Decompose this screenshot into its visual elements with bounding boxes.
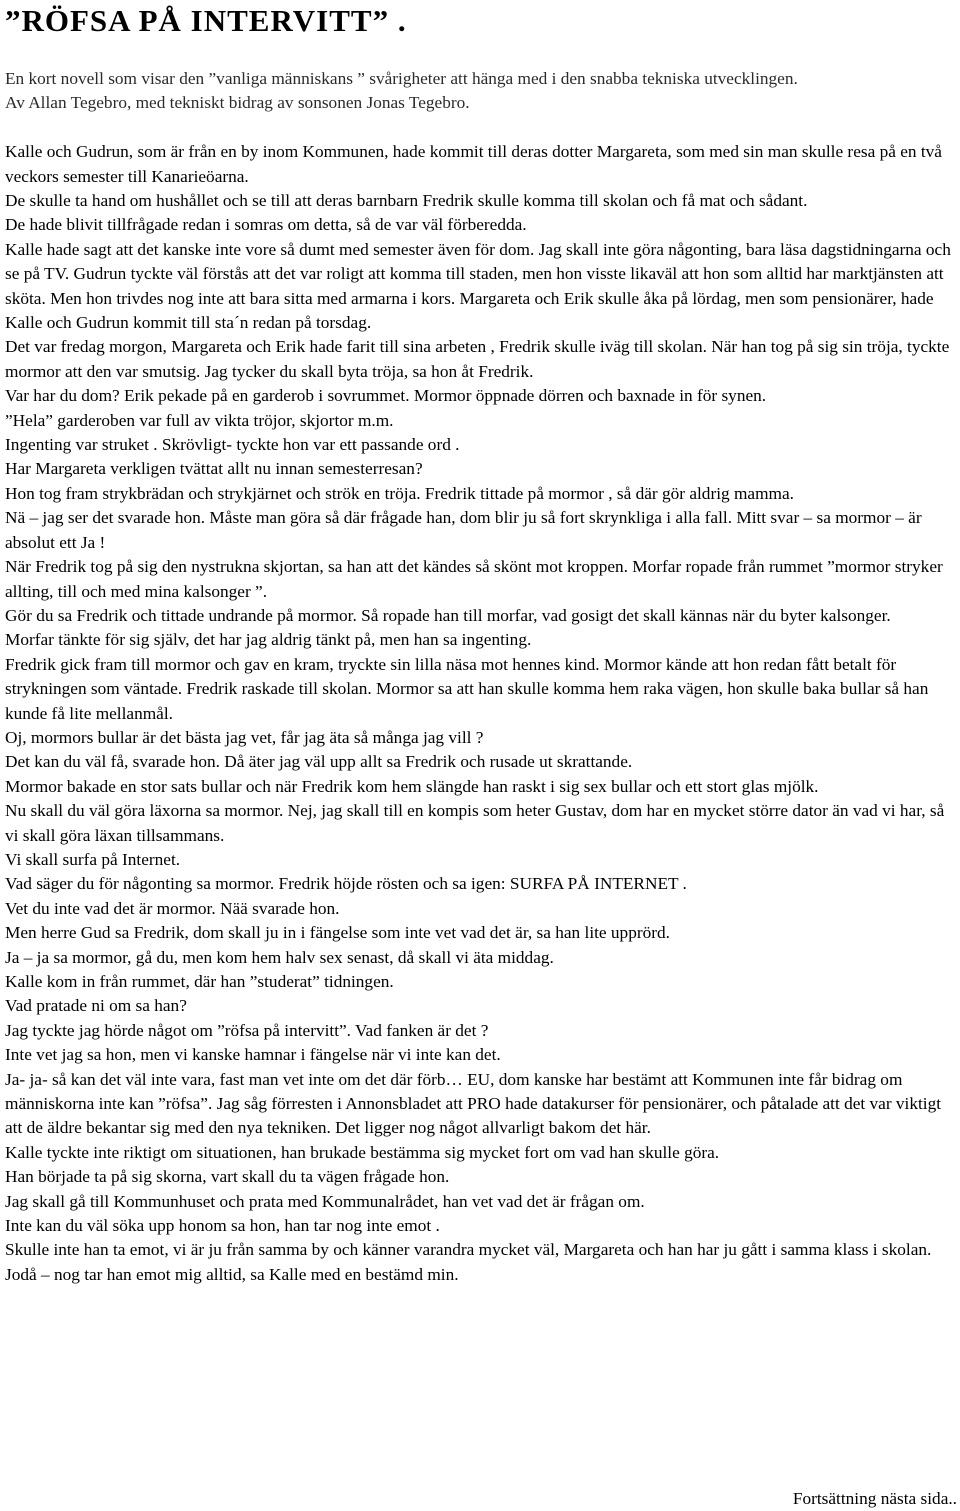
story-paragraph: Vi skall surfa på Internet.: [5, 849, 181, 869]
story-paragraph: Skulle inte han ta emot, vi är ju från samma by och känner varandra mycket väl, Margareta och han har ju gått i samma klass i skolan.: [5, 1240, 932, 1260]
story-paragraph: Kalle hade sagt att det kanske inte vore så dumt med semester även för dom. Jag skall inte göra någonting, bara läsa dagstidningarna och se på TV. Gudrun tyckte väl förstås att det var roligt att komma till staden, men hon visste likaväl att hon som alltid har marktjänsten att sköta. Men hon trivdes nog inte att bara sitta med armarna i kors. Margareta och Erik skulle åka på lördag, men som pensionärer, hade Kalle och Gudrun kommit till sta´n redan på torsdag.: [5, 239, 951, 333]
story-paragraph: Morfar tänkte för sig själv, det har jag aldrig tänkt på, men han sa ingenting.: [5, 630, 532, 650]
document-page: [5, 0, 957, 1287]
story-paragraph: Inte vet jag sa hon, men vi kanske hamnar i fängelse när vi inte kan det.: [5, 1045, 501, 1065]
continuation-note: Fortsättning nästa sida..: [792, 1489, 957, 1508]
story-paragraph: Inte kan du väl söka upp honom sa hon, han tar nog inte emot .: [5, 1216, 440, 1236]
story-paragraph: Kalle kom in från rummet, där han ”studerat” tidningen.: [5, 972, 394, 992]
story-paragraph: Ja- ja- så kan det väl inte vara, fast man vet inte om det där förb… EU, dom kanske har bestämt att Kommunen inte får bidrag om människorna inte kan ”röfsa”. Jag såg förresten i Annonsbladet att PRO hade datakurser för pensionärer, och påtalade att det var viktigt att de äldre bekantar sig med den nya tekniken. Det ligger nog något allvarligt bakom det här.: [5, 1069, 942, 1138]
story-paragraph: Jodå – nog tar han emot mig alltid, sa Kalle med en bestämd min.: [5, 1264, 459, 1284]
story-body: [5, 140, 957, 1287]
story-paragraph: Hon tog fram strykbrädan och strykjärnet och strök en tröja. Fredrik tittade på mormor , så där gör aldrig mamma.: [5, 483, 794, 503]
story-paragraph: De skulle ta hand om hushållet och se till att deras barnbarn Fredrik skulle komma till skolan och få mat och sådant.: [5, 191, 808, 211]
story-paragraph: Kalle och Gudrun, som är från en by inom Kommunen, hade kommit till deras dotter Margareta, som med sin man skulle resa på en två veckors semester till Kanarieöarna.: [5, 142, 942, 186]
intro-description: En kort novell som visar den ”vanliga människans ” svårigheter att hänga med i den snabba tekniska utvecklingen.: [5, 69, 798, 88]
story-paragraph: Var har du dom? Erik pekade på en garderob i sovrummet. Mormor öppnade dörren och baxnade in för synen.: [5, 386, 767, 406]
story-paragraph: Det kan du väl få, svarade hon. Då äter jag väl upp allt sa Fredrik och rusade ut skrattande.: [5, 752, 633, 772]
story-paragraph: Nä – jag ser det svarade hon. Måste man göra så där frågade han, dom blir ju så fort skrynkliga i alla fall. Mitt svar – sa mormor – är absolut ett Ja !: [5, 508, 922, 552]
story-paragraph: Fredrik gick fram till mormor och gav en kram, tryckte sin lilla näsa mot hennes kind. Mormor kände att hon redan fått betalt för strykningen som väntade. Fredrik raskade till skolan. Mormor sa att han skulle komma hem raka vägen, hon skulle baka bullar så han kunde få lite mellanmål.: [5, 654, 929, 723]
story-paragraph: Vet du inte vad det är mormor. Nää svarade hon.: [5, 898, 340, 918]
story-paragraph: Kalle tyckte inte riktigt om situationen, han brukade bestämma sig mycket fort om vad han skulle göra.: [5, 1142, 720, 1162]
story-paragraph: Han började ta på sig skorna, vart skall du ta vägen frågade hon.: [5, 1167, 450, 1187]
story-paragraph: Det var fredag morgon, Margareta och Erik hade farit till sina arbeten , Fredrik skulle iväg till skolan. När han tog på sig sin tröja, tyckte mormor att den var smutsig. Jag tycker du skall byta tröja, sa hon åt Fredrik.: [5, 337, 950, 381]
story-paragraph: När Fredrik tog på sig den nystrukna skjortan, sa han att det kändes så skönt mot kroppen. Morfar ropade från rummet ”mormor stryker allting, till och med mina kalsonger ”.: [5, 557, 943, 601]
story-paragraph: De hade blivit tillfrågade redan i somras om detta, så de var väl förberedda.: [5, 215, 527, 235]
story-paragraph: Oj, mormors bullar är det bästa jag vet, får jag äta så många jag vill ?: [5, 727, 484, 747]
story-paragraph: Men herre Gud sa Fredrik, dom skall ju in i fängelse som inte vet vad det är, sa han lite upprörd.: [5, 923, 670, 943]
story-paragraph: Nu skall du väl göra läxorna sa mormor. Nej, jag skall till en kompis som heter Gustav, dom har en mycket större dator än vad vi har, så vi skall göra läxan tillsammans.: [5, 801, 945, 845]
story-paragraph: Vad säger du för någonting sa mormor. Fredrik höjde rösten och sa igen: SURFA PÅ INTERNET .: [5, 874, 687, 894]
document-title: ”RÖFSA PÅ INTERVITT” .: [5, 3, 407, 38]
story-paragraph: Vad pratade ni om sa han?: [5, 996, 187, 1016]
story-paragraph: Jag skall gå till Kommunhuset och prata med Kommunalrådet, han vet vad det är frågan om.: [5, 1191, 645, 1211]
story-paragraph: Gör du sa Fredrik och tittade undrande på mormor. Så ropade han till morfar, vad gosigt det skall kännas när du byter kalsonger.: [5, 605, 891, 625]
paragraph-gap: [5, 116, 957, 140]
intro-block: [5, 67, 957, 116]
story-paragraph: Jag tyckte jag hörde något om ”röfsa på intervitt”. Vad fanken är det ?: [5, 1020, 489, 1040]
story-paragraph: Ja – ja sa mormor, gå du, men kom hem halv sex senast, då skall vi äta middag.: [5, 947, 554, 967]
story-paragraph: Mormor bakade en stor sats bullar och när Fredrik kom hem slängde han raskt i sig sex bullar och ett stort glas mjölk.: [5, 776, 819, 796]
story-paragraph: Har Margareta verkligen tvättat allt nu innan semesterresan?: [5, 459, 423, 479]
intro-author: Av Allan Tegebro, med tekniskt bidrag av sonsonen Jonas Tegebro.: [5, 93, 470, 113]
story-paragraph: Ingenting var struket . Skrövligt- tyckte hon var ett passande ord .: [5, 435, 460, 455]
story-paragraph: ”Hela” garderoben var full av vikta tröjor, skjortor m.m.: [5, 410, 394, 430]
